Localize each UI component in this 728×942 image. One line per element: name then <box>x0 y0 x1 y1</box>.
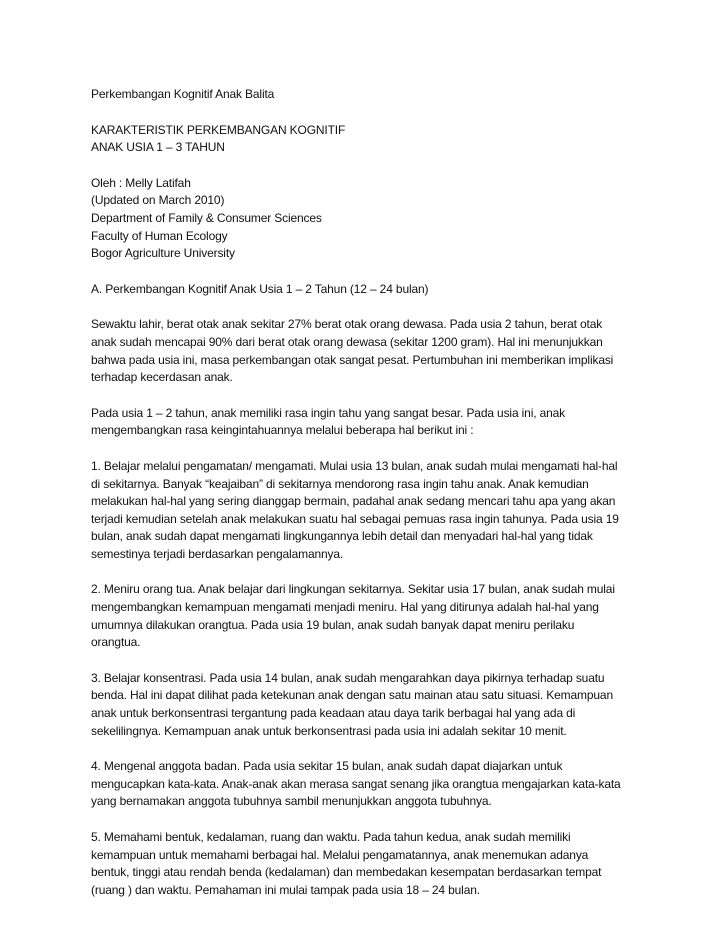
update-date: (Updated on March 2010) <box>91 193 225 208</box>
paragraph-line: bentuk, tinggi atau rendah benda (kedalaman) dan membedakan kesempatan berdasarkan tempat <box>91 865 602 880</box>
author-info <box>91 175 647 263</box>
document-title: Perkembangan Kognitif Anak Balita <box>91 87 275 101</box>
heading-line: KARAKTERISTIK PERKEMBANGAN KOGNITIF <box>91 122 346 137</box>
paragraph-line: (ruang ) dan waktu. Pemahaman ini mulai tampak pada usia 18 – 24 bulan. <box>91 882 480 897</box>
paragraph-line: 4. Mengenal anggota badan. Pada usia sekitar 15 bulan, anak sudah dapat diajarkan untuk <box>91 759 563 774</box>
section-a-title-block <box>91 281 647 299</box>
paragraph-line: kemampuan untuk memahami berbagai hal. Melalui pengamatannya, anak menemukan adanya <box>91 847 589 862</box>
paragraph-line: mengembangkan rasa keingintahuannya melalui beberapa hal berikut ini : <box>91 423 474 438</box>
paragraph-line: benda. Hal ini dapat dilihat pada ketekunan anak dengan satu mainan atau satu situasi. Kemampuan <box>91 688 613 703</box>
author-name: Oleh : Melly Latifah <box>91 175 191 190</box>
paragraph-line: sekelilingnya. Kemampuan anak untuk berkonsentrasi pada usia ini adalah sekitar 10 menit. <box>91 723 567 738</box>
paragraph-line: anak sudah mencapai 90% dari berat otak orang dewasa (sekitar 1200 gram). Hal ini menunjukkan <box>91 334 603 349</box>
paragraph-line: Sewaktu lahir, berat otak anak sekitar 27% berat otak orang dewasa. Pada usia 2 tahun, berat otak <box>91 317 603 332</box>
paragraph-item-4 <box>91 758 647 811</box>
paragraph-line: terjadi kemudian setelah anak melakukan suatu hal sebagai pemuas rasa ingin tahunya. Pada usia 19 <box>91 511 619 526</box>
heading-line: ANAK USIA 1 – 3 TAHUN <box>91 140 225 155</box>
paragraph-item-3 <box>91 670 647 740</box>
paragraph-line: bulan, anak sudah dapat mengamati lingkungannya lebih detail dan menyadari hal-hal yang tidak <box>91 529 593 544</box>
paragraph-line: 5. Memahami bentuk, kedalaman, ruang dan waktu. Pada tahun kedua, anak sudah memiliki <box>91 830 571 844</box>
paragraph-line: terhadap kecerdasan anak. <box>91 370 233 385</box>
department: Department of Family & Consumer Sciences <box>91 210 322 225</box>
paragraph-line: di sekitarnya. Banyak “keajaiban” di sekitarnya mendorong rasa ingin tahu anak. Anak kemudian <box>91 476 589 491</box>
paragraph-line: melakukan hal-hal yang sering dianggap bermain, padahal anak sedang mencari tahu apa yang akan <box>91 494 616 509</box>
document-heading <box>91 122 647 157</box>
paragraph-line: mengembangkan kemampuan mengamati menjadi meniru. Hal yang ditirunya adalah hal-hal yang <box>91 600 599 615</box>
paragraph-line: 3. Belajar konsentrasi. Pada usia 14 bulan, anak sudah mengarahkan daya pikirnya terhadap suatu <box>91 670 605 685</box>
faculty: Faculty of Human Ecology <box>91 228 228 243</box>
paragraph-curiosity <box>91 405 647 440</box>
paragraph-line: bahwa pada usia ini, masa perkembangan otak sangat pesat. Pertumbuhan ini memberikan implikasi <box>91 352 614 367</box>
paragraph-line: 2. Meniru orang tua. Anak belajar dari lingkungan sekitarnya. Sekitar usia 17 bulan, anak sudah mulai <box>91 582 615 597</box>
paragraph-item-1 <box>91 458 647 564</box>
paragraph-line: 1. Belajar melalui pengamatan/ mengamati. Mulai usia 13 bulan, anak sudah mulai mengamati hal-hal <box>91 458 618 473</box>
paragraph-item-2 <box>91 581 647 651</box>
paragraph-line: umumnya dilakukan orangtua. Pada usia 19 bulan, anak sudah banyak dapat meniru perilaku <box>91 617 575 632</box>
paragraph-line: yang bernamakan anggota tubuhnya sambil menunjukkan anggota tubuhnya. <box>91 794 492 809</box>
paragraph-item-5 <box>91 829 647 899</box>
paragraph-line: semestinya terjadi berdasarkan pengalamannya. <box>91 546 344 561</box>
section-a-title: A. Perkembangan Kognitif Anak Usia 1 – 2 Tahun (12 – 24 bulan) <box>91 281 429 296</box>
paragraph-line: mengucapkan kata-kata. Anak-anak akan merasa sangat senang jika orangtua mengajarkan kata-kata <box>91 776 621 791</box>
paragraph-line: orangtua. <box>91 635 141 650</box>
document-page <box>91 86 647 917</box>
paragraph-line: Pada usia 1 – 2 tahun, anak memiliki rasa ingin tahu yang sangat besar. Pada usia ini, anak <box>91 405 565 420</box>
paragraph-intro <box>91 316 647 386</box>
paragraph-line: anak untuk berkonsentrasi tergantung pada keadaan atau daya tarik berbagai hal yang ada di <box>91 706 576 721</box>
document-title-block <box>91 86 647 104</box>
university: Bogor Agriculture University <box>91 246 235 261</box>
